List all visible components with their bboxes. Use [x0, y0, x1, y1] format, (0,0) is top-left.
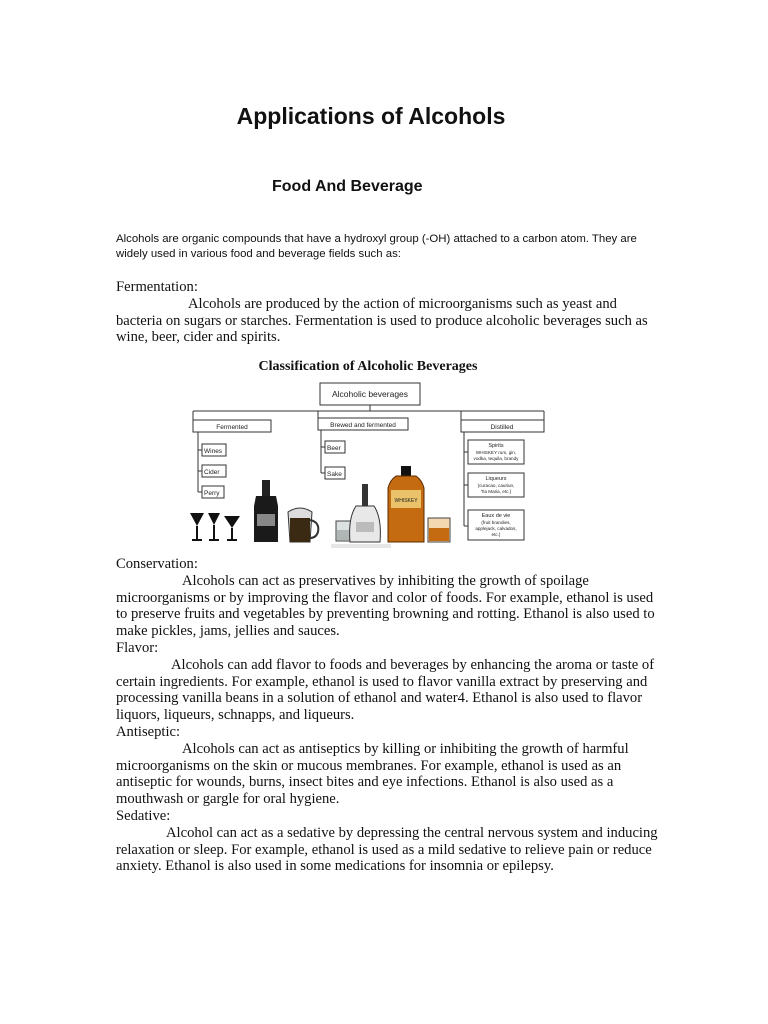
- item-sake: Sake: [327, 471, 342, 478]
- group-liqueurs-line2: Tia Maria, etc.): [480, 489, 512, 494]
- group-spirits-line1: WHISKEY rum, gin,: [475, 450, 517, 455]
- item-beer: Beer: [327, 445, 341, 452]
- flavor-section: [116, 640, 658, 724]
- dark-bottle-icon: [254, 480, 278, 542]
- item-cider: Cider: [204, 469, 220, 476]
- root-label: Alcoholic beverages: [331, 389, 409, 399]
- group-liqueurs-line1: (curacao, cauriun,: [477, 483, 515, 488]
- conservation-text: Alcohols can act as preservatives by inhibiting the growth of spoilage microorganisms or by improving the flavor and color of foods. For example, ethanol is used to preserve fruits and vegetables by preventing browning and rotting. Ethanol is also used to make pickles, jams, jellies and sauces.: [116, 572, 655, 640]
- tall-bottle-icon: [350, 484, 381, 542]
- flavor-heading: Flavor:: [116, 640, 159, 656]
- branch-distilled-label: Distilled: [490, 424, 514, 431]
- whiskey-bottle-icon: [388, 466, 424, 542]
- conservation-heading: Conservation:: [116, 556, 198, 572]
- figure-caption: [331, 544, 391, 548]
- flavor-text: Alcohols can add flavor to foods and beverages by enhancing the aroma or taste of certain ingredients. For example, ethanol is used to flavor vanilla extract by preserving and processing vanilla beans in a solution of ethanol and water4. Ethanol is also used to flavor liquors, liqueurs, schnapps, and liqueurs.: [116, 656, 655, 724]
- conservation-section: [116, 556, 658, 640]
- antiseptic-text: Alcohols can act as antiseptics by killing or inhibiting the growth of harmful microorganisms on the skin or mucous membranes. For example, ethanol is used as an antiseptic for wounds, burns, insect bites and eye infections. Ethanol is also used as a mouthwash or gargle for oral hygiene.: [116, 740, 629, 808]
- branch-brewed-label: Brewed and fermented: [330, 422, 396, 429]
- fermentation-text: Alcohols are produced by the action of microorganisms such as yeast and bacteria on sugars or starches. Fermentation is used to produce alcoholic beverages such as wine, beer, cider and spirits.: [116, 295, 648, 346]
- sedative-heading: Sedative:: [116, 808, 171, 824]
- group-liqueurs-name: Liqueurs: [485, 476, 507, 482]
- group-eaux-line3: etc.): [491, 532, 501, 537]
- section-subtitle: Food And Beverage: [272, 178, 423, 195]
- branch-fermented-label: Fermented: [216, 424, 248, 431]
- group-eaux-line1: (fruit brandies,: [481, 520, 511, 525]
- page-title: Applications of Alcohols: [236, 103, 506, 129]
- figure-title: Classification of Alcoholic Beverages: [258, 359, 478, 374]
- fermentation-section: [116, 279, 658, 346]
- item-wines: Wines: [204, 448, 223, 455]
- fermentation-heading: Fermentation:: [116, 279, 198, 295]
- sedative-text: Alcohol can act as a sedative by depressing the central nervous system and inducing relaxation or sleep. For example, ethanol is used as a mild sedative to relieve pain or reduce anxiety. Ethanol is also used in some medications for insomnia or epilepsy.: [116, 824, 658, 875]
- group-eaux-name: Eaux de vie: [481, 513, 511, 519]
- bottle-label-text: WHISKEY: [394, 498, 418, 504]
- group-spirits-line2: vodka, tequila, brandy: [473, 456, 519, 461]
- classification-diagram: [186, 348, 550, 550]
- group-eaux-line2: applejack, calvados,: [475, 526, 517, 531]
- sedative-section: [116, 808, 658, 875]
- beer-mug-icon: [288, 508, 318, 542]
- antiseptic-heading: Antiseptic:: [116, 724, 181, 740]
- wine-glasses-icon: [190, 513, 240, 541]
- tumbler-glass-icon: [428, 518, 450, 542]
- intro-paragraph: Alcohols are organic compounds that have a hydroxyl group (-OH) attached to a carbon atom. They are widely used in various food and beverage fields such as:: [116, 233, 637, 260]
- antiseptic-section: [116, 724, 658, 808]
- item-perry: Perry: [204, 490, 220, 497]
- classification-figure: [186, 348, 550, 550]
- group-spirits-name: Spirits: [488, 443, 504, 449]
